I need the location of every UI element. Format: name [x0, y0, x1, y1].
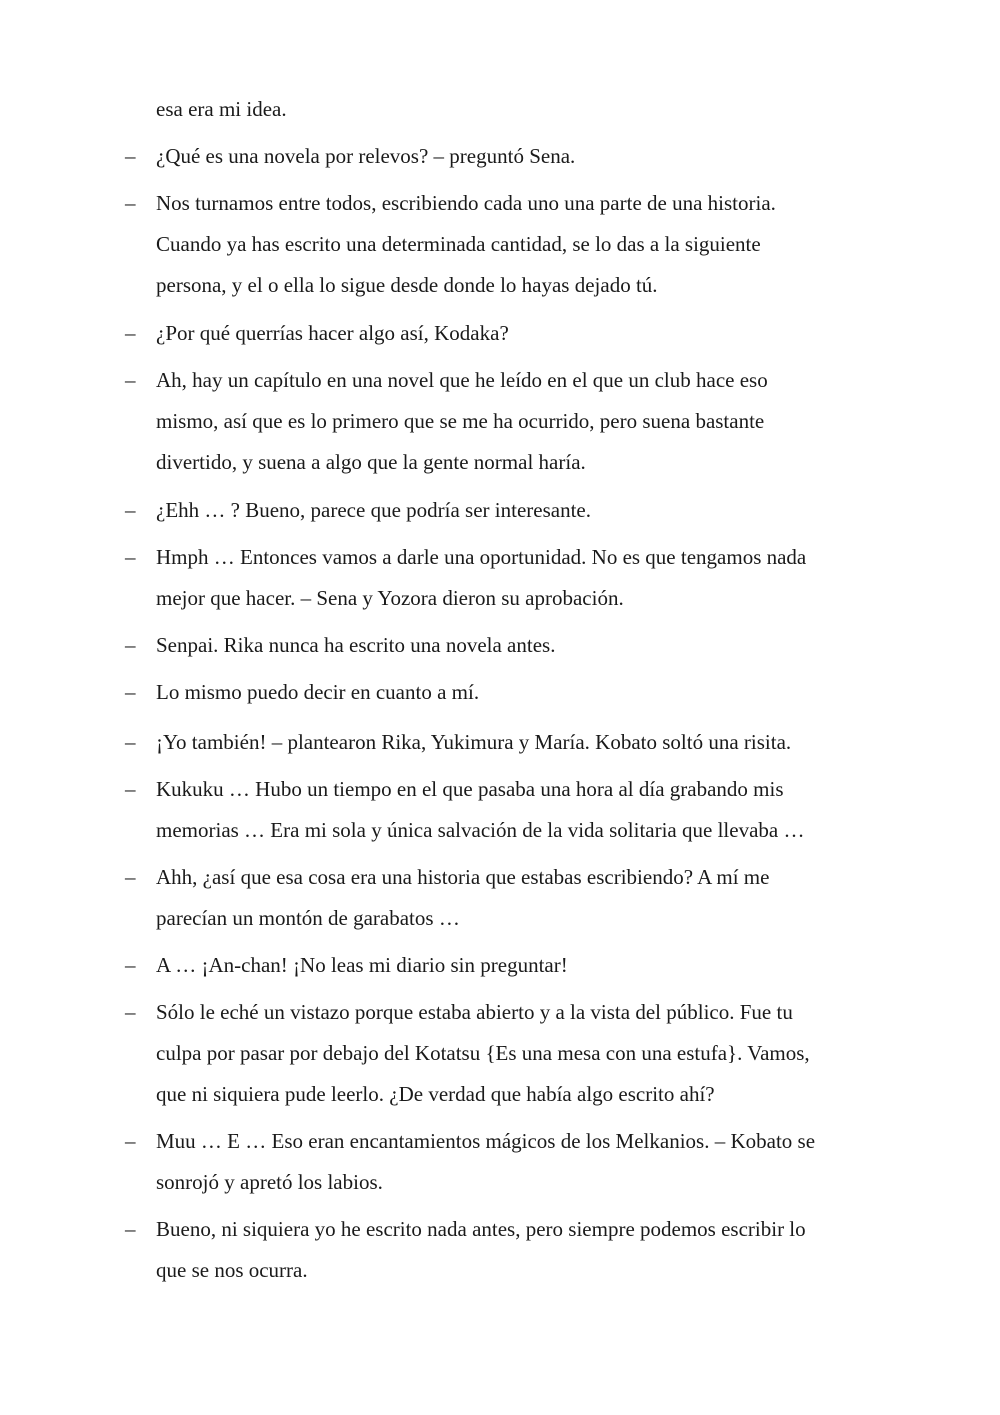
paragraph [125, 1209, 900, 1291]
text-line: mejor que hacer. – Sena y Yozora dieron su aprobación. [156, 586, 624, 610]
paragraph-text [156, 722, 900, 763]
paragraph-text [156, 857, 900, 939]
text-line: sonrojó y apretó los labios. [156, 1170, 383, 1194]
dialogue-dash: – [125, 498, 136, 522]
paragraph [125, 183, 900, 306]
dialogue-dash: – [125, 730, 136, 754]
paragraph-text [156, 1209, 900, 1291]
paragraph-text [156, 625, 900, 666]
text-line: culpa por pasar por debajo del Kotatsu {Es una mesa con una estufa}. Vamos, [156, 1041, 810, 1065]
text-line: Senpai. Rika nunca ha escrito una novela antes. [156, 633, 556, 657]
paragraph [125, 672, 900, 713]
paragraph [125, 313, 900, 354]
dialogue-dash: – [125, 1000, 136, 1024]
text-line: esa era mi idea. [156, 97, 287, 121]
dialogue-dash: – [125, 545, 136, 569]
text-line: persona, y el o ella lo sigue desde donde lo hayas dejado tú. [156, 273, 658, 297]
paragraph-text [156, 537, 900, 619]
text-line: Kukuku … Hubo un tiempo en el que pasaba una hora al día grabando mis [156, 777, 784, 801]
paragraph [125, 992, 900, 1115]
paragraph-text [156, 672, 900, 713]
text-line: Sólo le eché un vistazo porque estaba abierto y a la vista del público. Fue tu [156, 1000, 793, 1024]
text-line: Cuando ya has escrito una determinada cantidad, se lo das a la siguiente [156, 232, 761, 256]
text-line: Bueno, ni siquiera yo he escrito nada antes, pero siempre podemos escribir lo [156, 1217, 806, 1241]
dialogue-dash: – [125, 321, 136, 345]
dialogue-dash: – [125, 368, 136, 392]
text-line: ¿Ehh … ? Bueno, parece que podría ser interesante. [156, 498, 591, 522]
text-line: que ni siquiera pude leerlo. ¿De verdad que había algo escrito ahí? [156, 1082, 715, 1106]
paragraph [125, 537, 900, 619]
dialogue-dash: – [125, 144, 136, 168]
text-line: A … ¡An-chan! ¡No leas mi diario sin preguntar! [156, 953, 568, 977]
paragraph [125, 857, 900, 939]
paragraph [125, 136, 900, 177]
paragraph-text [156, 769, 900, 851]
paragraph-text [156, 89, 900, 130]
paragraph-text [156, 313, 900, 354]
paragraph [125, 1121, 900, 1203]
paragraph-text [156, 183, 900, 306]
dialogue-dash: – [125, 1129, 136, 1153]
text-line: memorias … Era mi sola y única salvación de la vida solitaria que llevaba … [156, 818, 805, 842]
text-line: Nos turnamos entre todos, escribiendo cada uno una parte de una historia. [156, 191, 776, 215]
text-line: mismo, así que es lo primero que se me ha ocurrido, pero suena bastante [156, 409, 765, 433]
dialogue-dash: – [125, 680, 136, 704]
text-line: ¿Qué es una novela por relevos? – preguntó Sena. [156, 144, 576, 168]
paragraph [125, 360, 900, 483]
text-line: parecían un montón de garabatos … [156, 906, 460, 930]
text-line: Lo mismo puedo decir en cuanto a mí. [156, 680, 480, 704]
paragraph [125, 945, 900, 986]
text-line: ¿Por qué querrías hacer algo así, Kodaka? [156, 321, 509, 345]
text-line: ¡Yo también! – plantearon Rika, Yukimura y María. Kobato soltó una risita. [156, 730, 792, 754]
dialogue-dash: – [125, 1217, 136, 1241]
text-line: que se nos ocurra. [156, 1258, 308, 1282]
dialogue-dash: – [125, 633, 136, 657]
dialogue-dash: – [125, 777, 136, 801]
text-line: Ah, hay un capítulo en una novel que he leído en el que un club hace eso [156, 368, 768, 392]
dialogue-dash: – [125, 953, 136, 977]
paragraph [125, 625, 900, 666]
text-line: Hmph … Entonces vamos a darle una oportunidad. No es que tengamos nada [156, 545, 807, 569]
text-line: Ahh, ¿así que esa cosa era una historia que estabas escribiendo? A mí me [156, 865, 770, 889]
paragraph-text [156, 992, 900, 1115]
text-line: divertido, y suena a algo que la gente normal haría. [156, 450, 586, 474]
paragraph-text [156, 360, 900, 483]
paragraph [125, 89, 900, 130]
paragraph [125, 490, 900, 531]
paragraph-text [156, 1121, 900, 1203]
paragraph [125, 769, 900, 851]
dialogue-dash: – [125, 191, 136, 215]
dialogue-dash: – [125, 865, 136, 889]
paragraph-text [156, 136, 900, 177]
paragraph [125, 722, 900, 763]
text-line: Muu … E … Eso eran encantamientos mágicos de los Melkanios. – Kobato se [156, 1129, 816, 1153]
paragraph-text [156, 945, 900, 986]
paragraph-text [156, 490, 900, 531]
